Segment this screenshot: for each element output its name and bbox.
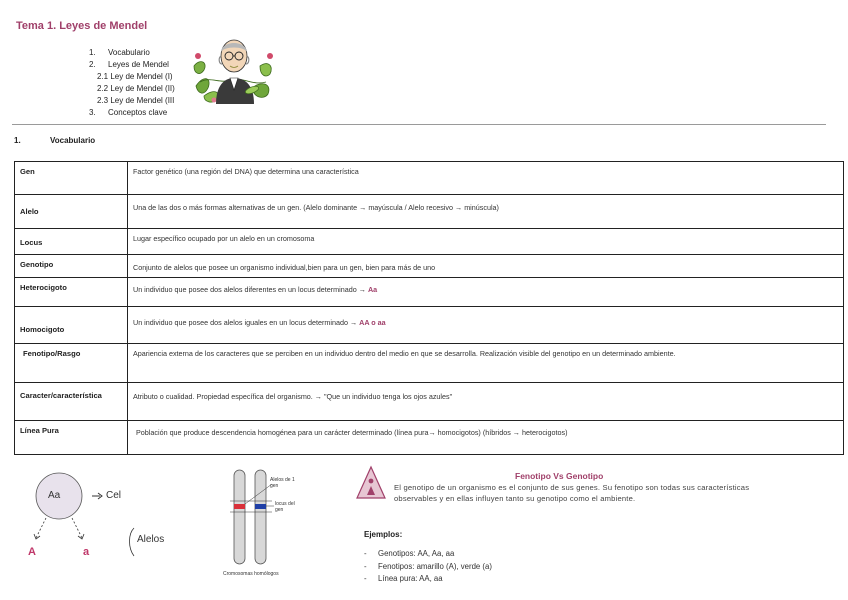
mendel-portrait-illustration [190,26,276,104]
term-cell: Alelo [15,195,128,229]
cell-genotype-label: Aa [48,490,61,501]
cell-arrow-label: Cel [106,490,122,501]
toc-item[interactable] [89,107,175,119]
table-row [15,421,844,455]
examples-list [364,548,492,586]
section-number: 1. [14,136,21,145]
toc-item[interactable] [89,59,175,71]
toc-subitem[interactable]: 2.3 Ley de Mendel (III [97,96,175,105]
term-cell: Homocigoto [15,307,128,344]
toc-label: Vocabulario [108,48,150,57]
table-row [15,383,844,421]
list-item: - Fenotipos: amarillo (A), verde (a) [364,561,492,571]
genotype-highlight: AA o aa [359,318,386,327]
term-cell: Fenotipo/Rasgo [15,344,128,383]
warning-triangle-icon [355,465,387,501]
examples-heading: Ejemplos: [364,530,403,539]
chromosome-alleles-label: Alelos de 1 gen [270,477,295,489]
table-row [15,229,844,255]
toc-number: 3. [89,108,96,117]
allele-band-red [234,504,245,509]
table-row [15,344,844,383]
section-divider [12,124,826,125]
definition-cell: Un individuo que posee dos alelos diferentes en un locus determinado → Aa [128,278,844,307]
table-row [15,278,844,307]
definition-cell: Factor genético (una región del DNA) que determina una característica [128,162,844,195]
recessive-allele-label: a [83,546,90,558]
table-row [15,307,844,344]
toc-item[interactable] [89,47,175,59]
genotype-phenotype-title: Fenotipo Vs Genotipo [515,471,604,481]
toc-label: Leyes de Mendel [108,60,169,69]
page-title: Tema 1. Leyes de Mendel [16,20,148,32]
definition-cell: Una de las dos o más formas alternativas de un gen. (Alelo dominante → mayúscula / Alelo recesivo → minúscula) [128,195,844,229]
term-cell: Línea Pura [15,421,128,455]
definition-cell: Apariencia externa de los caracteres que se perciben en un individuo dentro del medio en que se desarrolla. Realización visible del genotipo en un determinado ambiente. [128,344,844,383]
list-item: - Genotipos: AA, Aa, aa [364,549,455,558]
toc-label: Conceptos clave [108,108,168,117]
chromosome-caption: Cromosomas homólogos [223,571,279,577]
genotype-phenotype-text: El genotipo de un organismo es el conjunto de sus genes. Su fenotipo son todas sus características observables y en ellas influyen tanto su genotipo como el ambiente. [394,483,750,503]
cell-allele-diagram [14,466,194,566]
chromosome-locus-label: locus del gen [275,501,295,513]
section-heading [14,136,95,145]
term-cell: Heterocigoto [15,278,128,307]
toc-subitem[interactable]: 2.2 Ley de Mendel (II) [97,84,175,93]
definition-cell: Lugar específico ocupado por un alelo en un cromosoma [128,229,844,255]
toc-subitem[interactable]: 2.1 Ley de Mendel (I) [97,72,173,81]
definition-cell: Población que produce descendencia homogénea para un carácter determinado (línea pura→ homocigotos) (híbridos → heterocigotos) [128,421,844,455]
allele-branch-left [36,518,46,538]
toc-number: 2. [89,60,96,69]
list-item: - Línea pura: AA, aa [364,574,443,583]
dominant-allele-label: A [28,546,36,558]
vocabulary-table [14,161,844,455]
table-row [15,255,844,278]
alleles-label: Alelos [137,534,165,545]
table-row [15,162,844,195]
table-of-contents [89,47,175,119]
term-cell: Caracter/característica [15,383,128,421]
definition-cell: Un individuo que posee dos alelos iguales en un locus determinado → AA o aa [128,307,844,344]
term-cell: Genotipo [15,255,128,278]
chromosome-right [255,470,266,564]
table-row [15,195,844,229]
definition-cell: Atributo o cualidad. Propiedad específica del organismo. → "Que un individuo tenga los ojos azules" [128,383,844,421]
section-label: Vocabulario [50,136,96,145]
allele-band-blue [255,504,266,509]
definition-cell: Conjunto de alelos que posee un organismo individual,bien para un gen, bien para más de uno [128,255,844,278]
chromosome-left [234,470,245,564]
alleles-bracket [130,528,135,556]
allele-branch-right [72,518,82,538]
toc-number: 1. [89,48,96,57]
term-cell: Locus [15,229,128,255]
term-cell: Gen [15,162,128,195]
genotype-highlight: Aa [367,285,378,294]
